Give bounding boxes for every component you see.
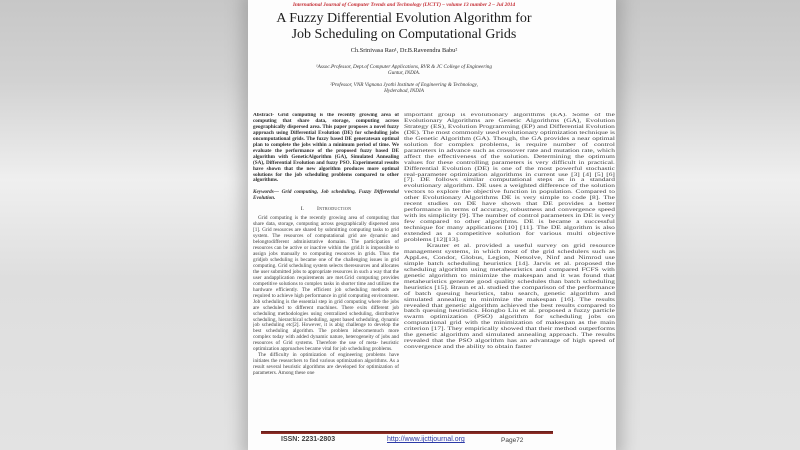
left-column [253,113,399,431]
paper-title-line2: Job Scheduling on Computational Grids [291,26,517,42]
issn-label: ISSN: 2231-2803 [281,436,336,443]
body-columns [253,113,615,431]
affiliation-1-line1: ¹Assoc.Professor, Dept.of Computer Applications, RVR & JC College of Engineering [316,64,492,70]
authors-line: Ch.Srinivasa Rao¹, Dr.B.Raveendra Babu² [350,47,458,54]
journal-url-link[interactable]: http://www.ijcttjournal.org [387,436,465,443]
affiliation-1-line2: Guntur, INDIA. [387,70,421,77]
affiliation-1 [248,64,560,76]
footer-divider-line [261,431,553,434]
keywords-line: Keywords— Grid computing, Job scheduling, Fuzzy Differential Evolution. [253,189,399,202]
paper-page [248,0,616,450]
right-paragraph-2: Krauter et al. provided a useful survey on grid resource management systems, in which most of the grid schedulers such as AppLes, Condor, Globus, Legion, Netsolve, Ninf and Nimrod use simple batch scheduling heuristics [14]. Jarvis et al. proposed the scheduling algorithm using metaheuristics and compared FCFS with genetic algorithm to minimize the makespan and it was found that metaheuristics generate good quality schedules than batch scheduling heuristics [15]. Braun et al. studied the comparison of the performance of batch queuing heuristics, tabu search, genetic algorithm and simulated annealing to minimize the makespan [16]. The results revealed that genetic algorithm achieved the best results compared to batch queuing heuristics. Hongbo Liu et al. proposed a fuzzy particle swarm optimization (PSO) algorithm for scheduling jobs on computational grid with the minimization of makespan as the main criterion [17]. They empirically showed that their method outperforms the genetic algorithm and simulated annealing approach. The results revealed that the PSO algorithm has an advantage of high speed of convergence and the ability to obtain faster [404,242,615,351]
page-number: Page72 [501,437,524,444]
section-number: I. [300,206,304,213]
paper-title [248,11,560,42]
journal-header: International Journal of Computer Trends and Technology (IJCTT) – volume 13 number 2 – Jul 2014 [292,2,516,8]
intro-paragraph-2: The difficulty in optimization of engineering problems have initiates the researchers to find various optimization algorithms. As a result several heuristic algorithms are developed for optimization of parameters. Among these one [253,352,399,377]
right-paragraph-1: important group is evolutionary algorithms (EA). Some of the Evolutionary Algorithms are Genetic Algorithms (GA), Evolution Strategy (ES), Evolution Programming (EP) and Differential Evolution (DE). The most commonly used evolutionary optimization technique is the Genetic Algorithm (GA). Though, the GA provides a near optimal solution for complex problems, is require number of control parameters in advance such as crossover rate and mutation rate, which affect the effectiveness of the solution. Determining the optimum values for these controlling parameters is very difficult in practical. Differential Evolution (DE) is one of the most powerful stochastic real-parameter optimization algorithms in current use [3] [4] [5] [6] [7]. DE follows similar computational steps as in a standard evolutionary algorithm. DE uses a weighted difference of the solution vectors to explore the objective function in population. Compared to other Evolutionary Algorithms DE is very simple to code [8]. The recent studies on DE have shown that DE provides a better performance in terms of accuracy, robustness and convergence speed with its simplicity [9]. The number of control parameters in DE is very few compared to other algorithms. DE is became a successful technique for many applications [10] [11]. The DE algorithm is also extended as a competitive solution for various multi objective problems [12][13]. [404,113,615,244]
affiliation-2 [248,82,560,94]
affiliation-2-line1: ²Professor, VNR Vignana Jyothi Institute of Engineering & Technology, [330,82,478,88]
intro-paragraph-1: Grid computing is the recently growing area of computing that share data, storage, computing across geographically dispersed area [1]. Grid resources are shared by submitting computing tasks to grid system. The resources of computational grid are dynamic and belongtodifferent administrative domains. The participation of resources can be active or inactive within the grid.It is impossible to assign jobs manually to computing resources in grids. Thus the gridjob scheduling is became one of the challenging issues in grid computing. Grid scheduling system selects theresources and allocates the user submitted jobs to appropriate resources in such a way that the user andapplication requirements are met.Grid computing provides competitive solutions to complex tasks in shorter time and utilizes the hardware efficiently. The efficient job scheduling methods are required to achieve high performance in grid computing environment. Job scheduling is the essential step in grid computing where the jobs are scheduled to different machines. There exits different job scheduling methodologies using centralized scheduling, distributive scheduling, hierarchical scheduling, agent based scheduling, dynamic job scheduling etc[2]. However, it is abig challenge to develop the best scheduling algorithm. The problem isbecomemuch more complex today with added dynamic nature, heterogeneity of jobs and resources of Grid systems. Therefore the use of meta- heuristic optimization approaches became vital for job scheduling problems. [253,215,399,353]
section-heading-introduction [253,207,399,213]
affiliation-2-line2: Hyderabad, INDIA [384,88,424,95]
section-title: Introduction [316,206,352,213]
abstract-paragraph: Abstract- Grid computing is the recently growing area of computing that share data, storage, computing across geographically dispersed area. This paper proposes a novel fuzzy approach using Differential Evolution (DE) for scheduling jobs oncomputational grids. The fuzzy based DE generatesan optimal plan to complete the jobs within a minimum period of time. We evaluate the performance of the proposed fuzzy based DE algorithm with GeneticAlgorithm (GA), Simulated Annealing (SA), Differential Evolution and fuzzy PSO. Experimental results have shown that the new algorithm produces more optimal solutions for the job scheduling problems compared to other algorithms. [253,113,399,184]
page-footer [248,435,616,449]
paper-title-line1: A Fuzzy Differential Evolution Algorithm for [276,11,532,26]
right-column [404,113,615,431]
